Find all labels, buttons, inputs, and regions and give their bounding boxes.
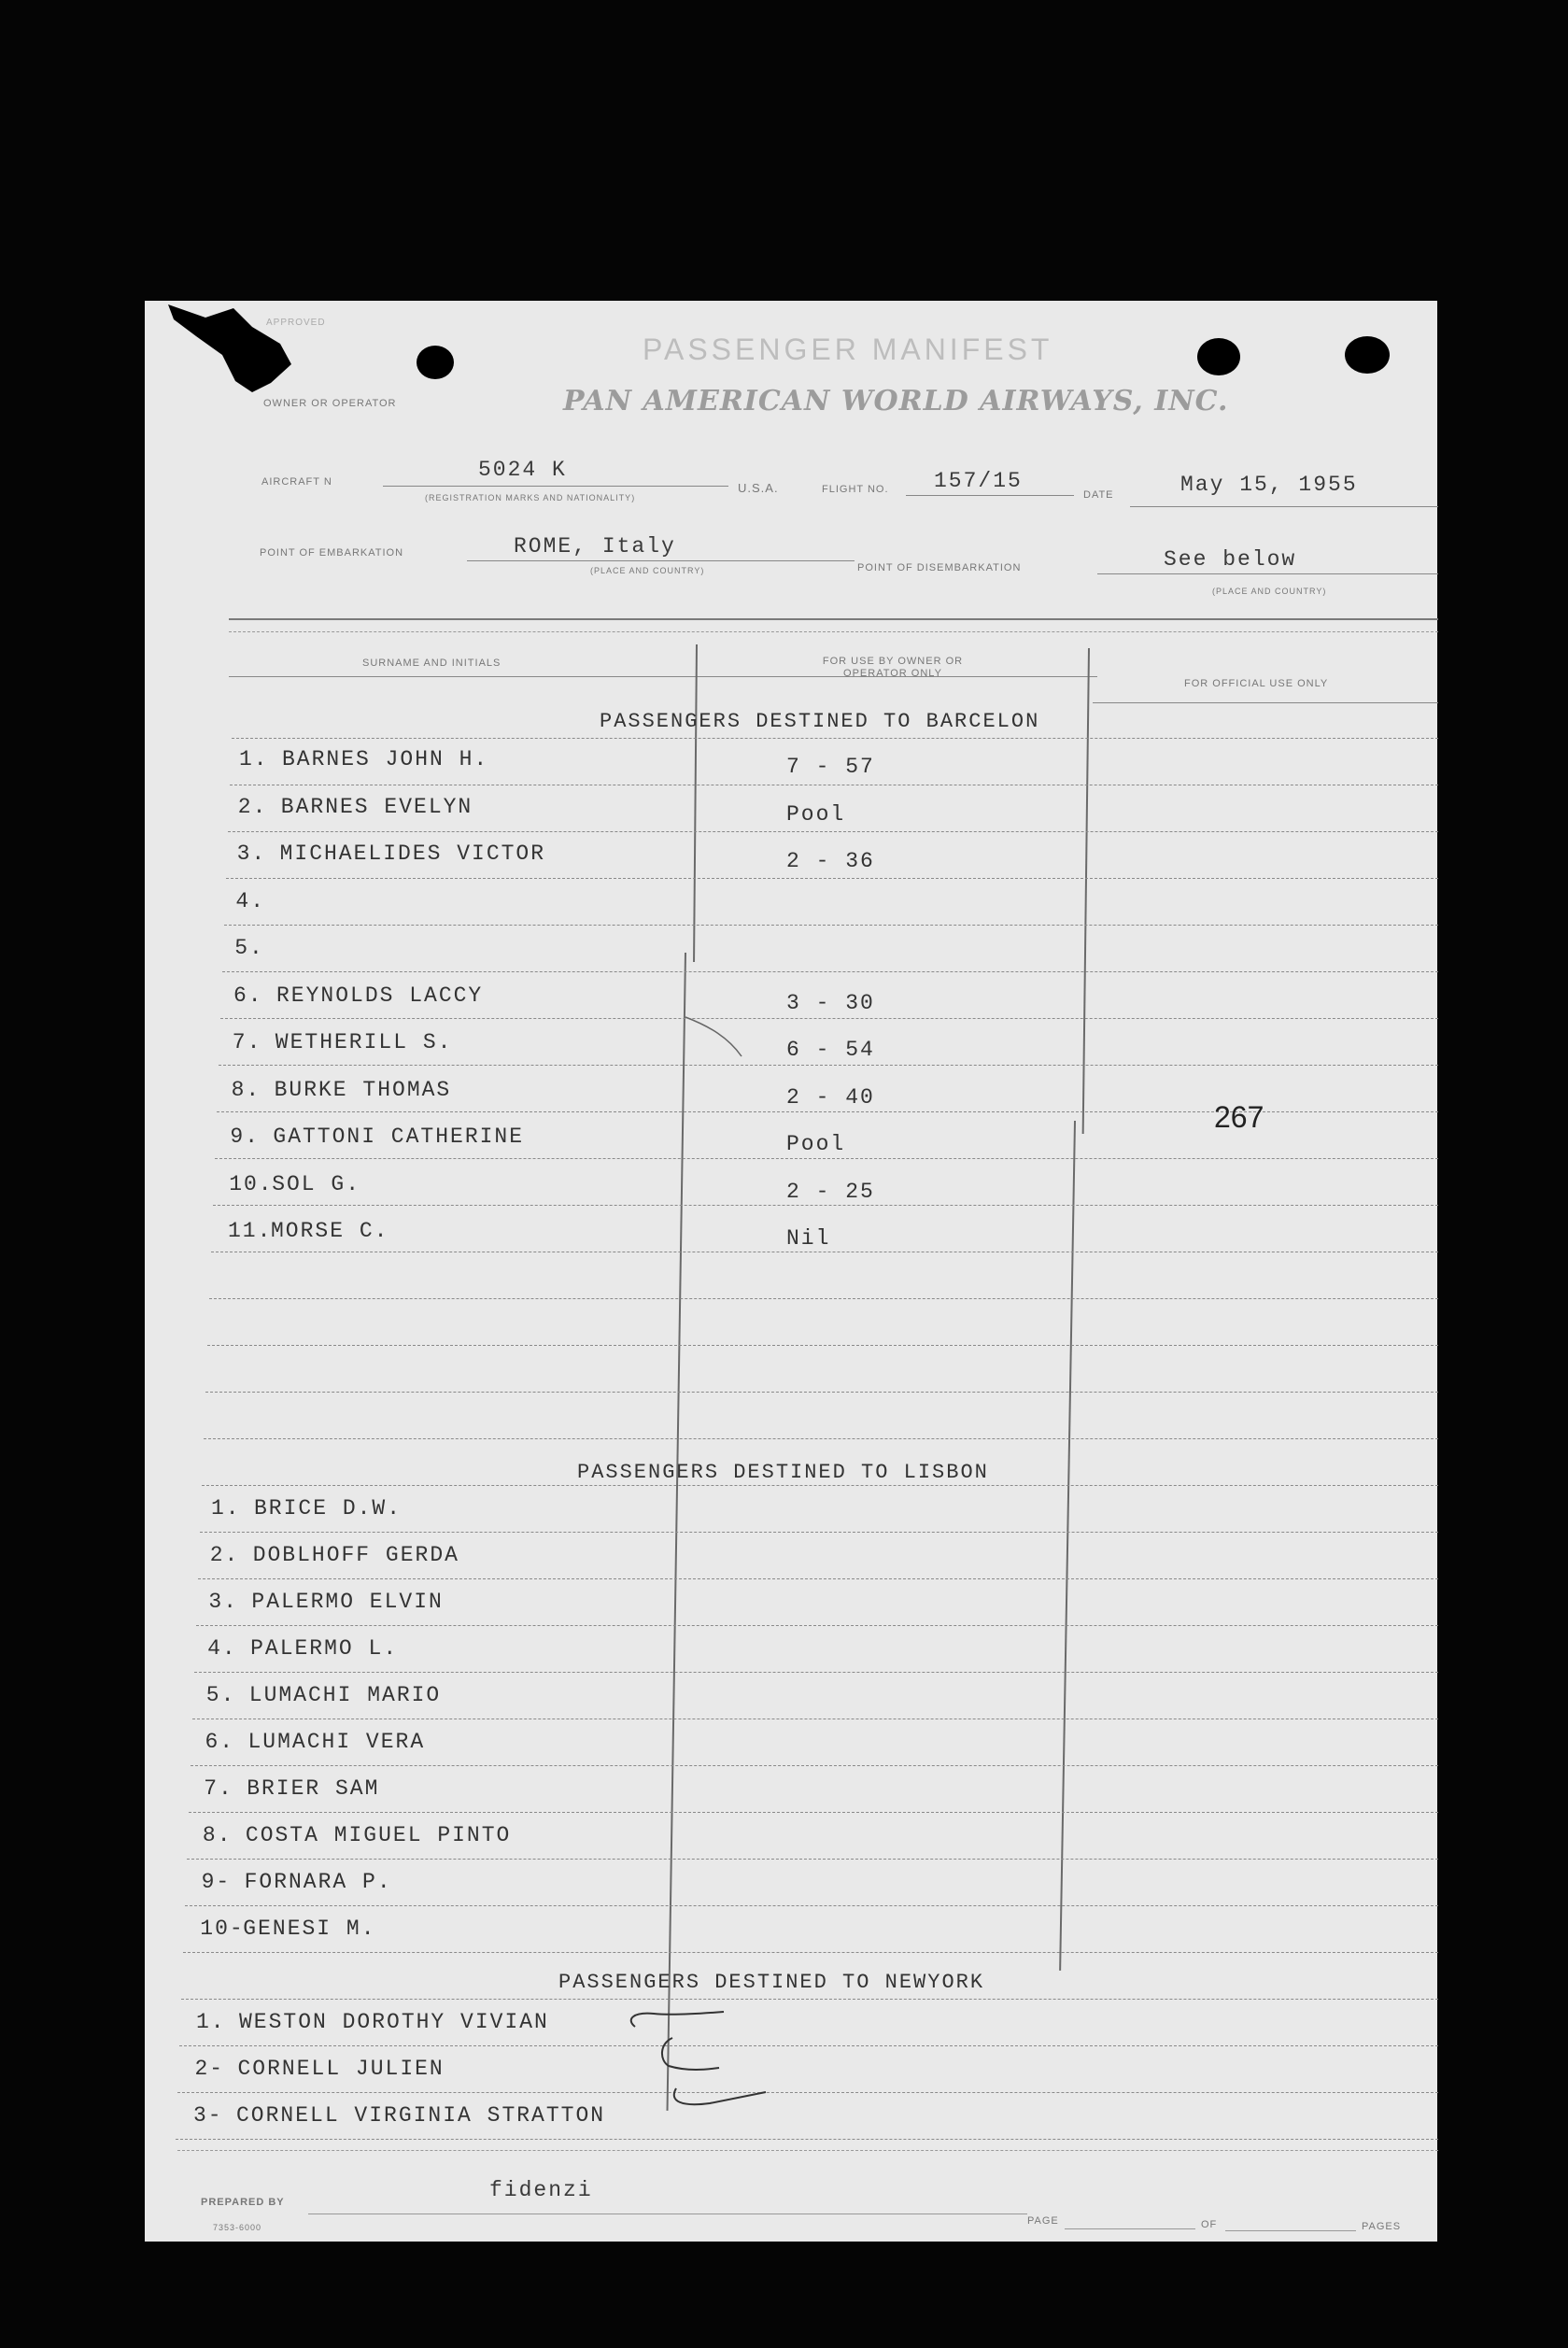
owner-value: PAN AMERICAN WORLD AIRWAYS, INC. bbox=[563, 385, 1229, 417]
passenger-name: DOBLHOFF GERDA bbox=[252, 1543, 459, 1567]
passenger-number: 4. bbox=[235, 888, 265, 913]
passenger-row bbox=[196, 2010, 549, 2034]
passenger-number: 9- bbox=[201, 1870, 232, 1894]
passenger-row bbox=[233, 1030, 453, 1054]
passenger-row bbox=[228, 1219, 388, 1243]
disembark-sublabel: (PLACE AND COUNTRY) bbox=[1212, 587, 1327, 596]
row-rule bbox=[177, 2092, 1438, 2093]
passenger-name: WETHERILL S. bbox=[275, 1030, 453, 1054]
row-rule bbox=[224, 925, 1438, 926]
embark-label: POINT OF EMBARKATION bbox=[260, 547, 404, 559]
aircraft-sublabel: (REGISTRATION MARKS AND NATIONALITY) bbox=[425, 493, 636, 502]
passenger-number: 5. bbox=[205, 1683, 236, 1707]
passenger-note: 3 - 30 bbox=[786, 990, 875, 1015]
row-rule bbox=[213, 1205, 1438, 1206]
passenger-number: 4. bbox=[207, 1636, 237, 1661]
passenger-name: LUMACHI VERA bbox=[247, 1730, 426, 1754]
page-label: PAGE bbox=[1027, 2215, 1059, 2227]
col-header-surname: SURNAME AND INITIALS bbox=[362, 658, 501, 669]
col-header-official-use: FOR OFFICIAL USE ONLY bbox=[1184, 678, 1329, 689]
passenger-number: 11. bbox=[228, 1219, 273, 1243]
passenger-number: 8. bbox=[202, 1823, 233, 1847]
passenger-name: GENESI M. bbox=[243, 1917, 376, 1941]
passenger-row bbox=[195, 2057, 445, 2081]
passenger-row bbox=[237, 842, 545, 866]
passenger-row bbox=[232, 1078, 452, 1102]
passenger-number: 10- bbox=[200, 1917, 245, 1941]
row-rule bbox=[220, 1018, 1438, 1019]
passenger-row bbox=[233, 983, 483, 1008]
passenger-note: 6 - 54 bbox=[786, 1038, 875, 1062]
passenger-number: 6. bbox=[205, 1730, 235, 1754]
row-rule bbox=[194, 1672, 1438, 1673]
row-rule bbox=[222, 971, 1438, 972]
passenger-row bbox=[230, 1124, 524, 1149]
passenger-name: CORNELL JULIEN bbox=[237, 2057, 445, 2081]
embark-value: ROME, Italy bbox=[514, 534, 676, 559]
passenger-number: 5. bbox=[234, 936, 264, 960]
passenger-row bbox=[210, 1543, 459, 1567]
flight-label: FLIGHT NO. bbox=[822, 484, 889, 495]
prepared-label: PREPARED BY bbox=[201, 2197, 285, 2208]
approved-stamp: APPROVED bbox=[266, 318, 326, 328]
passenger-number: 2- bbox=[194, 2057, 225, 2081]
form-number: 7353-6000 bbox=[213, 2223, 262, 2232]
passenger-note: 2 - 40 bbox=[786, 1084, 875, 1110]
row-rule bbox=[204, 1438, 1438, 1439]
passenger-number: 1. bbox=[196, 2010, 226, 2034]
aircraft-value: 5024 K bbox=[478, 458, 567, 482]
date-value: May 15, 1955 bbox=[1180, 473, 1358, 497]
passenger-number: 3. bbox=[208, 1590, 238, 1614]
section-title-lisbon: PASSENGERS DESTINED TO LISBON bbox=[577, 1461, 989, 1484]
passenger-name: BARNES JOHN H. bbox=[282, 747, 489, 771]
row-rule bbox=[179, 2045, 1438, 2046]
passenger-row bbox=[202, 1870, 392, 1894]
passenger-note: Pool bbox=[786, 1132, 846, 1156]
table-top-rule bbox=[229, 618, 1438, 620]
row-rule bbox=[187, 1859, 1438, 1860]
passenger-name: BARNES EVELYN bbox=[280, 794, 473, 819]
passenger-row bbox=[229, 1172, 360, 1196]
passenger-name: CORNELL VIRGINIA STRATTON bbox=[236, 2103, 606, 2128]
torn-corner-mark bbox=[168, 299, 336, 402]
passenger-row bbox=[208, 1590, 443, 1614]
col-header-owner-use: FOR USE BY OWNER OR OPERATOR ONLY bbox=[822, 656, 964, 679]
passenger-number: 3. bbox=[236, 842, 267, 866]
passenger-name: WESTON DOROTHY VIVIAN bbox=[239, 2010, 549, 2034]
row-rule bbox=[183, 1952, 1438, 1953]
passenger-number: 2. bbox=[209, 1543, 240, 1567]
embark-sublabel: (PLACE AND COUNTRY) bbox=[590, 566, 705, 575]
passenger-name: SOL G. bbox=[272, 1171, 361, 1196]
row-rule bbox=[181, 1999, 1438, 2000]
passenger-name: PALERMO L. bbox=[250, 1636, 399, 1661]
row-rule bbox=[176, 2139, 1438, 2140]
pages-label: PAGES bbox=[1362, 2221, 1402, 2232]
passenger-number: 1. bbox=[211, 1496, 241, 1521]
passenger-number: 1. bbox=[239, 747, 269, 771]
passenger-row bbox=[239, 747, 488, 771]
passenger-note: 2 - 25 bbox=[786, 1179, 875, 1204]
passenger-name: PALERMO ELVIN bbox=[251, 1590, 444, 1614]
passenger-row bbox=[203, 1823, 511, 1847]
passenger-number: 3- bbox=[193, 2103, 223, 2128]
passenger-number: 7. bbox=[204, 1776, 233, 1801]
passenger-name: FORNARA P. bbox=[244, 1870, 392, 1894]
official-note: 267 bbox=[1214, 1100, 1264, 1134]
prepared-value: fidenzi bbox=[489, 2178, 593, 2202]
passenger-note: 2 - 36 bbox=[786, 849, 875, 873]
passenger-number: 9. bbox=[230, 1124, 260, 1149]
passenger-name: BRICE D.W. bbox=[254, 1496, 403, 1521]
passenger-name: COSTA MIGUEL PINTO bbox=[245, 1823, 512, 1847]
row-rule bbox=[219, 1065, 1438, 1066]
punch-hole-right bbox=[1345, 336, 1390, 374]
passenger-number: 6. bbox=[233, 983, 263, 1008]
passenger-row bbox=[193, 2103, 605, 2128]
row-rule bbox=[200, 1532, 1438, 1533]
check-marks bbox=[616, 1999, 784, 2120]
passenger-row bbox=[207, 1636, 398, 1661]
row-rule bbox=[228, 831, 1438, 832]
punch-hole-left bbox=[417, 346, 454, 379]
passenger-row bbox=[205, 1730, 426, 1754]
passenger-name: BURKE THOMAS bbox=[274, 1077, 452, 1102]
passenger-number: 7. bbox=[232, 1030, 262, 1054]
row-rule bbox=[202, 1485, 1438, 1486]
passenger-row bbox=[211, 1496, 402, 1521]
row-rule bbox=[226, 878, 1438, 879]
manifest-title: PASSENGER MANIFEST bbox=[643, 332, 1053, 366]
passenger-name: MORSE C. bbox=[271, 1219, 389, 1243]
section-title-newyork: PASSENGERS DESTINED TO NEWYORK bbox=[558, 1971, 985, 1994]
row-rule bbox=[191, 1765, 1438, 1766]
date-label: DATE bbox=[1083, 489, 1114, 501]
section-title-barcelona: PASSENGERS DESTINED TO BARCELON bbox=[600, 710, 1040, 733]
of-label: OF bbox=[1201, 2219, 1218, 2230]
passenger-note: Pool bbox=[786, 801, 846, 827]
passenger-name: REYNOLDS LACCY bbox=[276, 983, 484, 1008]
passenger-number: 2. bbox=[237, 794, 268, 819]
aircraft-label: AIRCRAFT N bbox=[261, 476, 332, 488]
passenger-name: LUMACHI MARIO bbox=[248, 1683, 442, 1707]
row-rule bbox=[209, 1298, 1438, 1299]
row-rule bbox=[232, 738, 1438, 739]
flight-value: 157/15 bbox=[934, 469, 1023, 493]
row-rule bbox=[198, 1578, 1438, 1579]
row-rule bbox=[207, 1345, 1438, 1346]
passenger-name: BRIER SAM bbox=[247, 1776, 380, 1801]
passenger-note: Nil bbox=[786, 1226, 831, 1251]
punch-hole-mid bbox=[1197, 338, 1240, 375]
owner-label: OWNER OR OPERATOR bbox=[263, 398, 397, 409]
row-rule bbox=[196, 1625, 1438, 1626]
row-rule bbox=[189, 1812, 1438, 1813]
passenger-row bbox=[204, 1776, 379, 1801]
passenger-name: GATTONI CATHERINE bbox=[273, 1124, 525, 1149]
passenger-row bbox=[238, 795, 473, 819]
passenger-note: 7 - 57 bbox=[786, 755, 875, 779]
disembark-label: POINT OF DISEMBARKATION bbox=[857, 562, 1022, 573]
passenger-number: 8. bbox=[231, 1077, 261, 1102]
row-rule bbox=[185, 1905, 1438, 1906]
row-rule bbox=[205, 1392, 1438, 1393]
passenger-name: MICHAELIDES VICTOR bbox=[279, 842, 546, 866]
disembark-value: See below bbox=[1164, 547, 1297, 572]
row-rule bbox=[215, 1158, 1438, 1159]
passenger-number: 10. bbox=[229, 1171, 274, 1196]
country-label: U.S.A. bbox=[738, 481, 779, 495]
passenger-row bbox=[234, 936, 277, 960]
passenger-row bbox=[206, 1683, 441, 1707]
passenger-row bbox=[200, 1917, 375, 1941]
passenger-row bbox=[235, 889, 278, 913]
